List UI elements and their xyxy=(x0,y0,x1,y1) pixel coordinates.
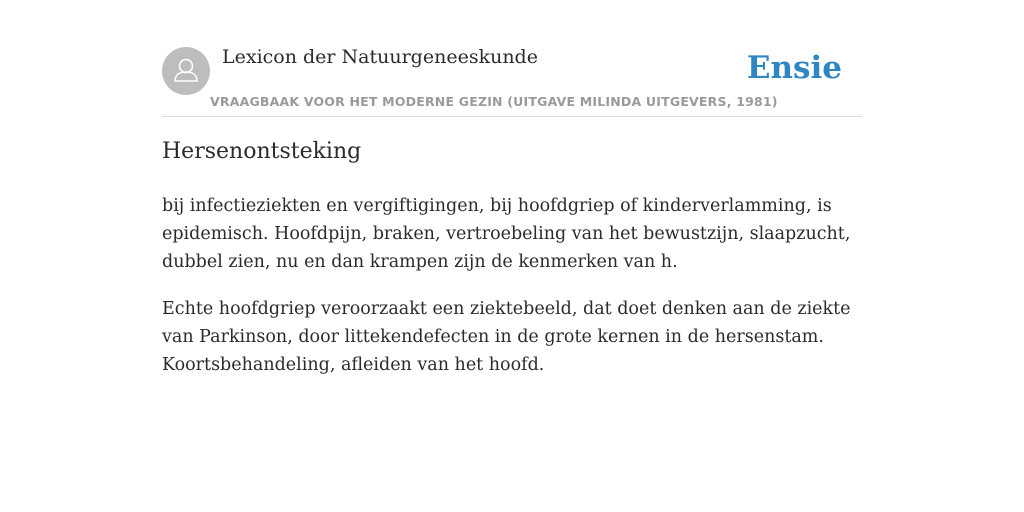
ensie-logo[interactable]: Ensie xyxy=(746,50,842,86)
entry-title: Hersenontsteking xyxy=(162,139,362,164)
entry-paragraph: Echte hoofdgriep veroorzaakt een ziektebeeld, dat doet denken aan de ziekte van Parkinson, door littekendefecten in de grote kernen in de hersenstam. Koortsbehandeling, afleiden van het hoofd. xyxy=(162,299,851,375)
user-icon xyxy=(162,47,210,95)
source-header xyxy=(162,44,862,117)
source-title[interactable]: Lexicon der Natuurgeneeskunde xyxy=(222,46,538,68)
entry-paragraph: bij infectieziekten en vergiftigingen, bij hoofdgriep of kinderverlamming, is epidemisch. Hoofdpijn, braken, vertroebeling van het bewustzijn, slaapzucht, dubbel zien, nu en dan krampen zijn de kenmerken van h. xyxy=(162,196,851,272)
avatar[interactable] xyxy=(162,47,210,95)
source-subtitle: VRAAGBAAK VOOR HET MODERNE GEZIN (UITGAVE MILINDA UITGEVERS, 1981) xyxy=(210,94,778,109)
entry-body xyxy=(162,192,872,398)
